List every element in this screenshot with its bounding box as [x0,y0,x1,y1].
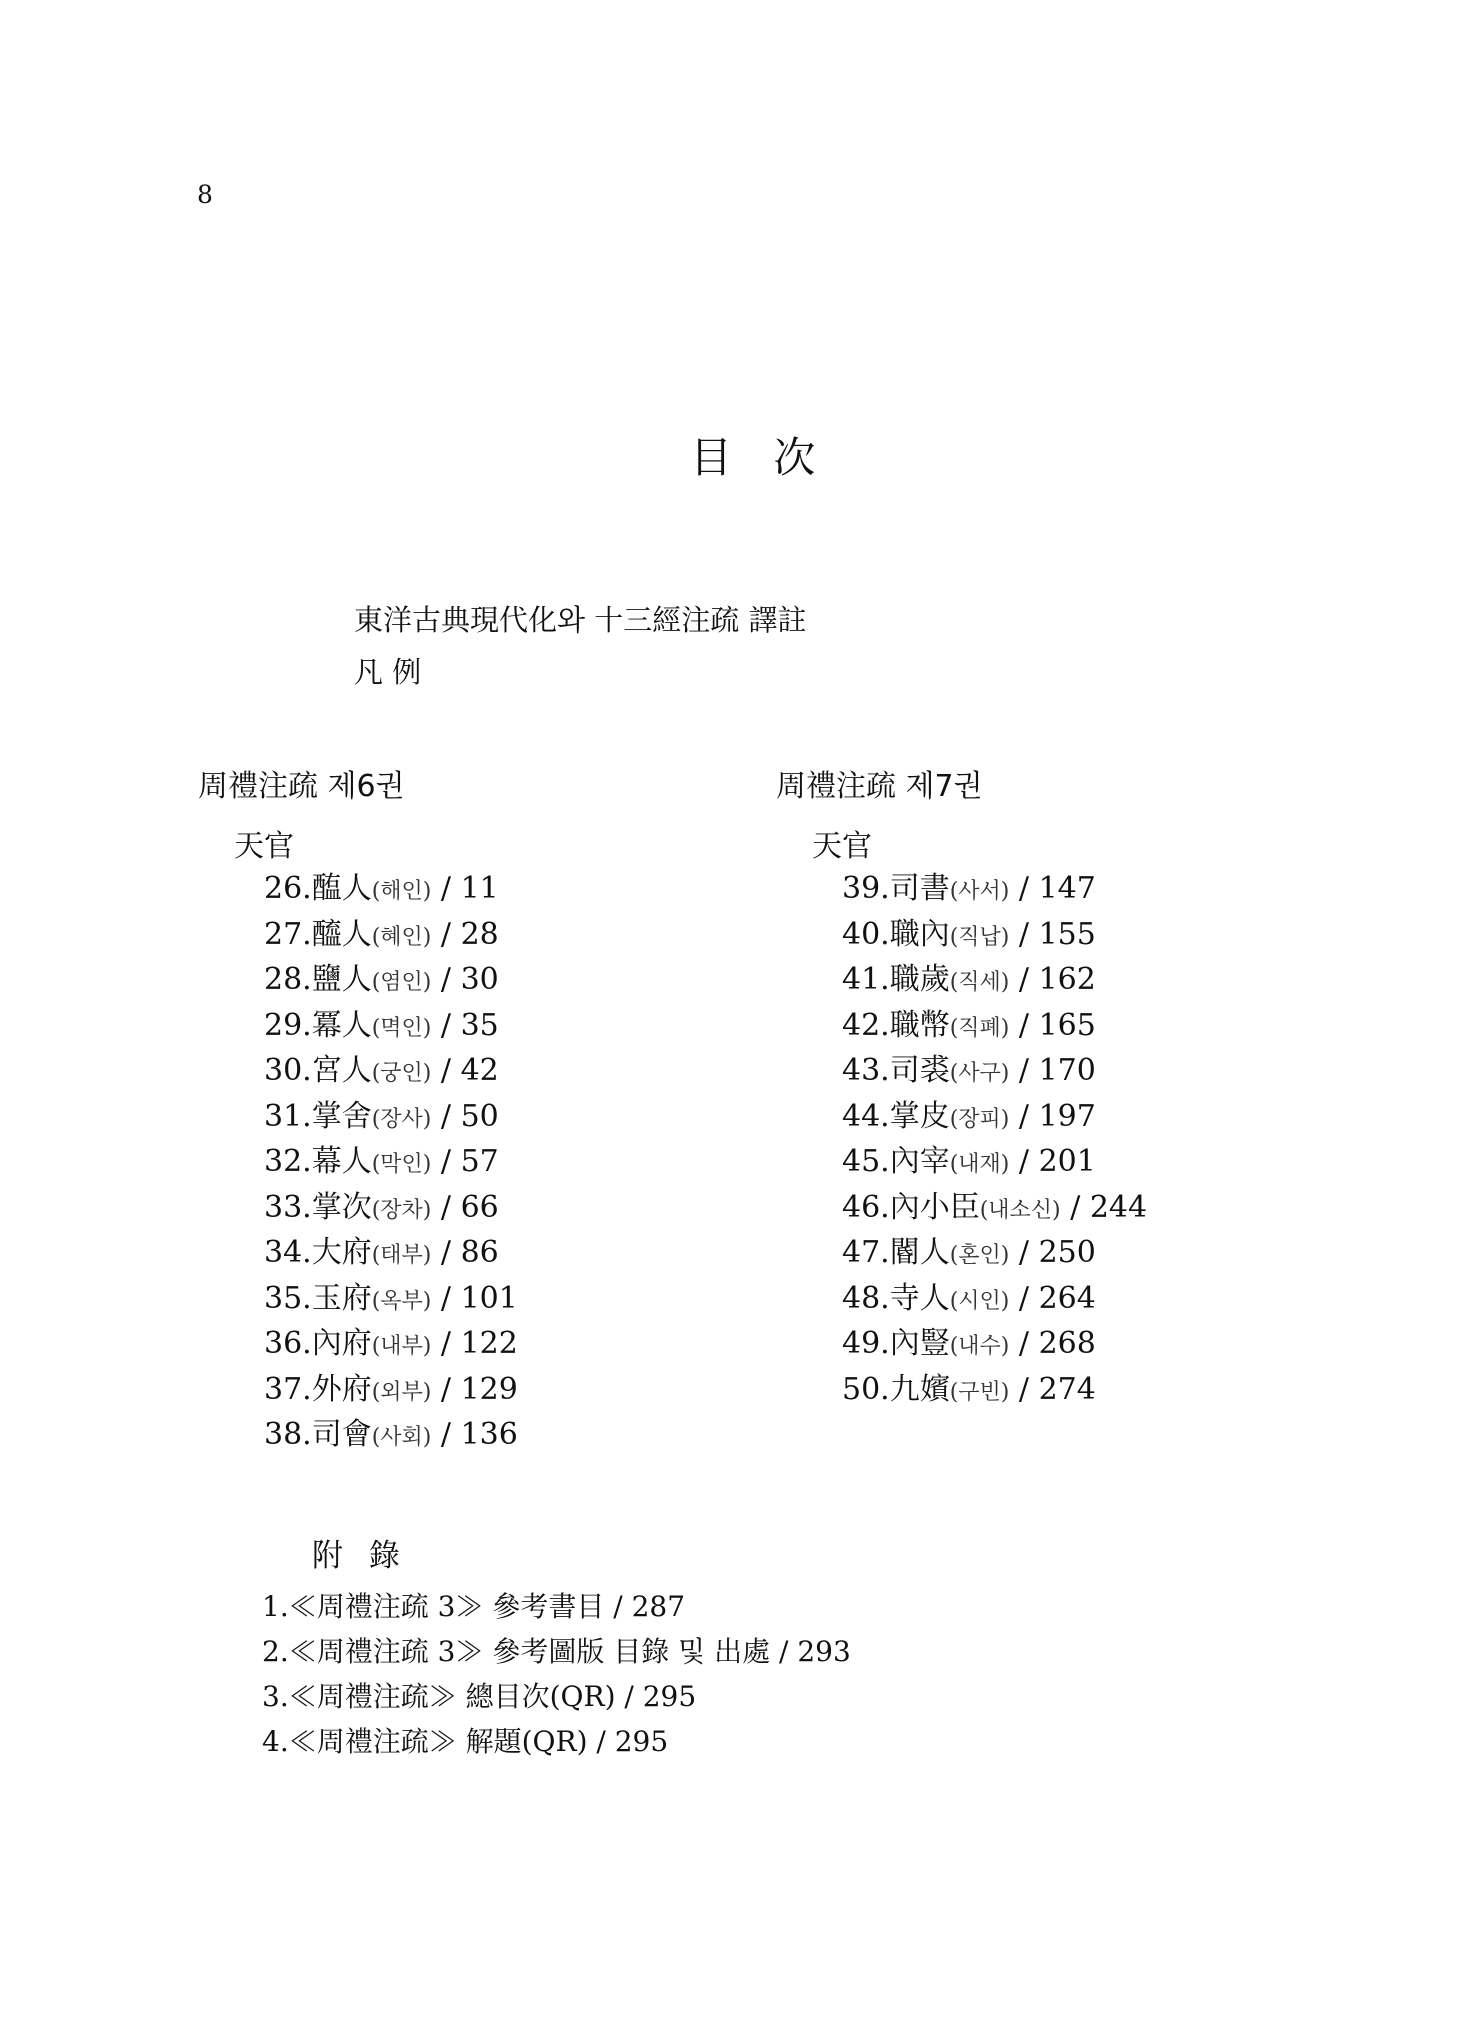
entry-reading: (내수) [949,1334,1010,1359]
entry-page: / 35 [431,1007,499,1043]
entry-page: / 122 [431,1326,518,1361]
entry-number: 38. [264,1417,312,1452]
entry-reading: (직납) [949,924,1010,950]
entry-page: / 86 [431,1235,499,1270]
entry-number: 27. [264,916,312,952]
toc-entry [842,1367,1147,1413]
entry-reading: (장차) [371,1197,432,1223]
entry-number: 43. [842,1053,890,1088]
entry-name: 鹽人 [311,962,372,997]
volume-heading: 周禮注疏 제7권 [776,769,983,804]
entry-page: / 268 [1009,1326,1096,1361]
entry-number: 29. [264,1007,312,1043]
appendix-item: 3.≪周禮注疏≫ 總目次(QR) / 295 [262,1680,697,1713]
entry-number: 34. [264,1235,312,1270]
entry-reading: (직세) [949,970,1010,995]
entry-reading: (장피) [949,1106,1010,1132]
front-matter-conventions: 凡 例 [354,655,422,689]
entry-number: 47. [842,1235,890,1270]
toc-entry [264,1230,518,1276]
entry-name: 九嬪 [889,1371,950,1407]
entry-page: / 11 [431,871,499,906]
entry-name: 司會 [311,1417,372,1452]
toc-entry [842,1230,1147,1276]
entry-page: / 197 [1009,1098,1096,1134]
entry-number: 40. [842,916,890,952]
entry-name: 大府 [311,1235,372,1270]
entry-reading: (내재) [949,1152,1010,1177]
appendix-heading: 附 錄 [312,1538,408,1574]
entry-name: 內豎 [889,1326,950,1361]
entry-reading: (사구) [949,1061,1010,1086]
entry-page: / 250 [1009,1235,1096,1270]
entry-name: 掌皮 [889,1098,950,1134]
toc-entry [264,1094,518,1140]
entry-name: 職歲 [889,962,950,997]
entry-reading: (옥부) [371,1288,432,1314]
entry-name: 職內 [889,916,950,952]
entry-number: 41. [842,962,890,997]
toc-entry [264,1367,518,1413]
toc-entry [264,1412,518,1458]
entry-reading: (내소신) [979,1197,1061,1223]
entry-page: / 274 [1009,1371,1096,1407]
entry-name: 外府 [311,1371,372,1407]
toc-entry [842,1094,1147,1140]
entry-number: 42. [842,1007,890,1043]
entry-name: 內宰 [889,1144,950,1179]
entry-number: 31. [264,1098,312,1134]
entry-page: / 264 [1009,1280,1096,1316]
entry-number: 39. [842,871,890,906]
entry-reading: (궁인) [371,1061,432,1086]
toc-entry [842,1048,1147,1094]
entry-reading: (사회) [371,1425,432,1450]
entry-reading: (직폐) [949,1015,1010,1041]
entry-number: 36. [264,1326,312,1361]
entry-name: 閽人 [889,1235,950,1270]
toc-entry [264,957,518,1003]
toc-entry [264,1003,518,1049]
entry-page: / 66 [431,1189,499,1225]
entry-reading: (시인) [949,1288,1010,1314]
toc-entry [264,866,518,912]
entry-name: 司書 [889,871,950,906]
entry-page: / 147 [1009,871,1096,906]
entry-page: / 50 [431,1098,499,1134]
entry-page: / 30 [431,962,499,997]
toc-entry [842,1276,1147,1322]
entry-number: 46. [842,1189,890,1225]
entry-page: / 155 [1009,916,1096,952]
toc-title: 目 次 [690,433,830,482]
entry-reading: (멱인) [371,1015,432,1041]
appendix-list [262,1584,851,1764]
entry-name: 冪人 [311,1007,372,1043]
entry-page: / 136 [431,1417,518,1452]
entry-number: 50. [842,1371,890,1407]
entry-page: / 162 [1009,962,1096,997]
entry-number: 44. [842,1098,890,1134]
entry-number: 35. [264,1280,312,1316]
entry-reading: (막인) [371,1152,432,1177]
entry-reading: (혜인) [371,924,432,950]
entry-reading: (외부) [371,1379,432,1405]
entry-number: 45. [842,1144,890,1179]
entry-name: 玉府 [311,1280,372,1316]
entry-number: 30. [264,1053,312,1088]
entry-page: / 28 [431,916,499,952]
toc-entry [264,1185,518,1231]
entry-page: / 42 [431,1053,499,1088]
toc-entry [842,1321,1147,1367]
entry-number: 32. [264,1144,312,1179]
entry-reading: (사서) [949,879,1010,904]
entry-number: 26. [264,871,312,906]
entry-name: 宮人 [311,1053,372,1088]
section-heading: 天官 [234,829,294,864]
toc-entry [842,1185,1147,1231]
entry-page: / 129 [431,1371,518,1407]
entry-name: 幕人 [311,1144,372,1179]
toc-entry [264,1276,518,1322]
entry-reading: (태부) [371,1243,432,1268]
entry-number: 28. [264,962,312,997]
toc-entry [842,957,1147,1003]
entry-name: 司裘 [889,1053,950,1088]
entry-reading: (염인) [371,970,432,995]
section-heading: 天官 [812,829,872,864]
entry-name: 內府 [311,1326,372,1361]
entry-page: / 165 [1009,1007,1096,1043]
volume-7-entry-list [842,866,1147,1412]
entry-number: 49. [842,1326,890,1361]
entry-page: / 201 [1009,1144,1096,1179]
entry-number: 48. [842,1280,890,1316]
entry-reading: (구빈) [949,1379,1010,1405]
entry-name: 醢人 [311,871,372,906]
toc-entry [264,912,518,958]
entry-name: 內小臣 [889,1189,980,1225]
volume-heading: 周禮注疏 제6권 [198,769,405,804]
toc-entry [264,1139,518,1185]
front-matter-preface: 東洋古典現代化와 十三經注疏 譯註 [354,603,807,637]
entry-name: 寺人 [889,1280,950,1316]
entry-page: / 101 [431,1280,518,1316]
entry-page: / 57 [431,1144,499,1179]
toc-entry [842,1003,1147,1049]
toc-entry [842,912,1147,958]
entry-reading: (내부) [371,1334,432,1359]
entry-number: 33. [264,1189,312,1225]
entry-page: / 170 [1009,1053,1096,1088]
entry-number: 37. [264,1371,312,1407]
appendix-item: 2.≪周禮注疏 3≫ 參考圖版 目錄 및 出處 / 293 [262,1635,851,1668]
volume-6-entry-list [264,866,518,1458]
entry-name: 職幣 [889,1007,950,1043]
entry-name: 掌舍 [311,1098,372,1134]
page-number: 8 [197,180,213,209]
entry-name: 醯人 [311,916,372,952]
entry-page: / 244 [1060,1189,1148,1225]
entry-reading: (혼인) [949,1243,1010,1268]
entry-name: 掌次 [311,1189,372,1225]
toc-entry [264,1321,518,1367]
toc-entry [842,1139,1147,1185]
toc-entry [842,866,1147,912]
appendix-item: 1.≪周禮注疏 3≫ 參考書目 / 287 [262,1590,686,1623]
entry-reading: (해인) [371,879,432,904]
entry-reading: (장사) [371,1106,432,1132]
toc-entry [264,1048,518,1094]
appendix-item: 4.≪周禮注疏≫ 解題(QR) / 295 [262,1725,669,1758]
